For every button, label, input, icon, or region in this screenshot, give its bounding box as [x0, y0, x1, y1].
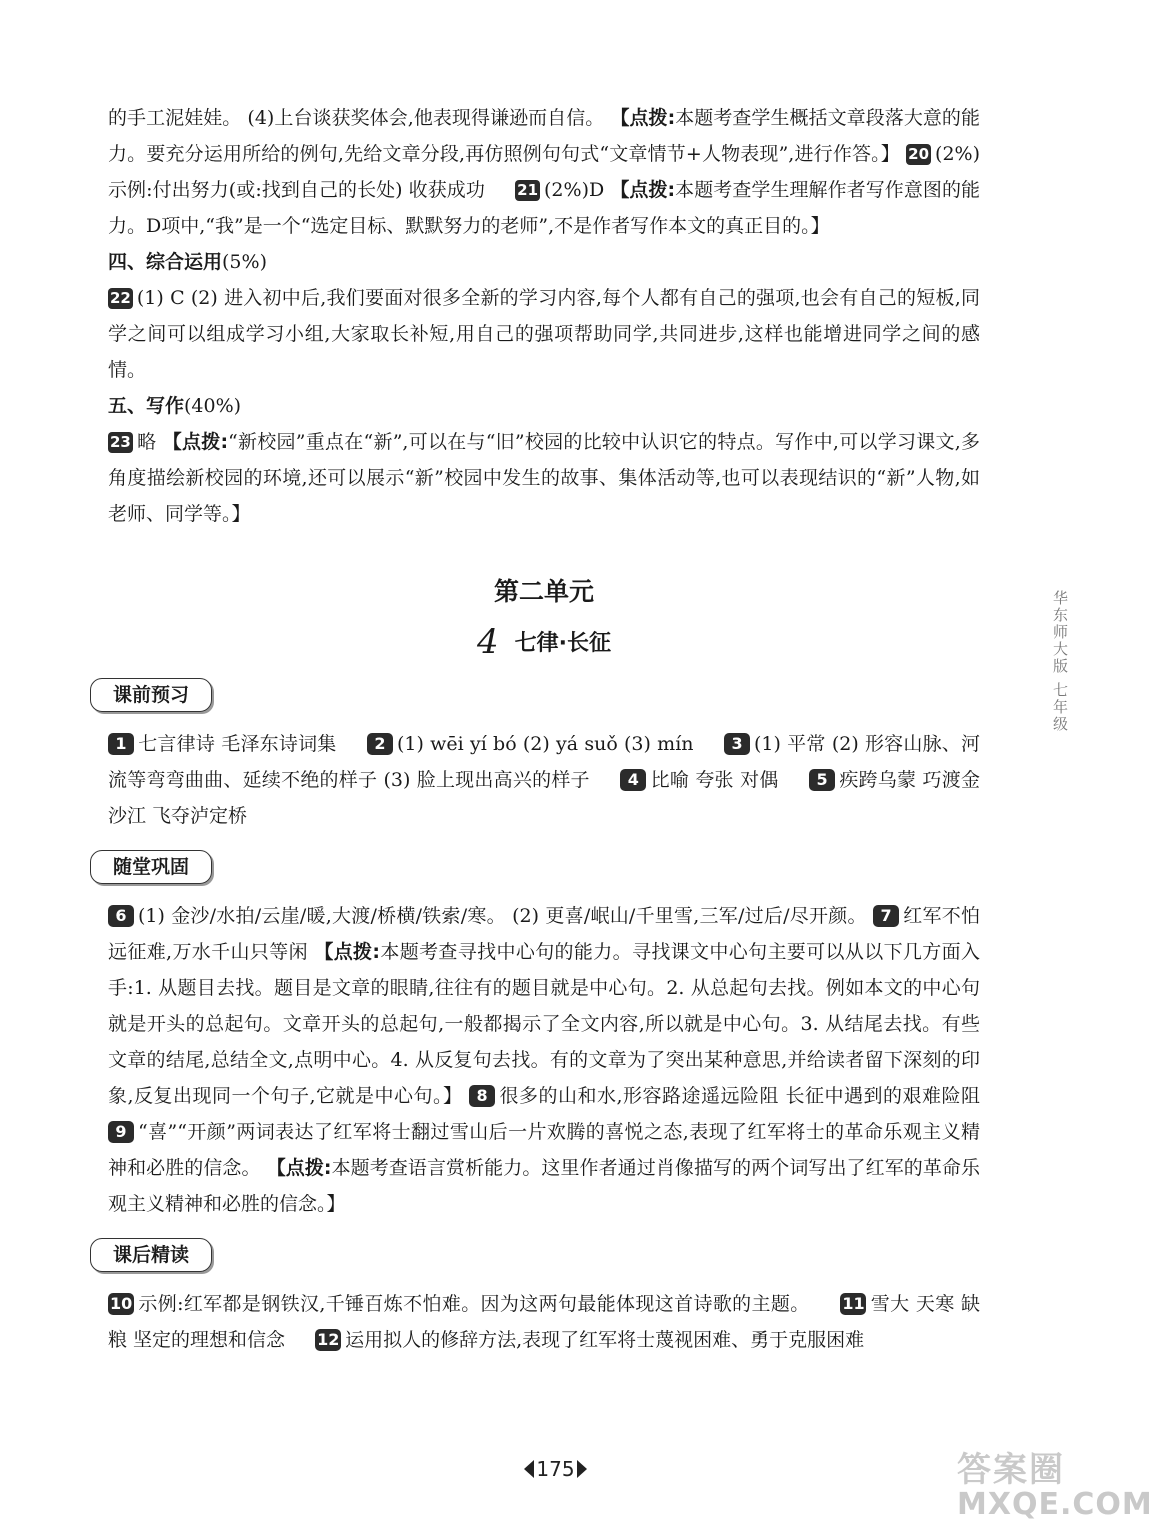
answer-text: (2%)D [544, 179, 605, 201]
hint-label: 【点拨: [266, 1157, 332, 1179]
answer-paragraph-preview: 1 七言律诗 毛泽东诗词集 2 (1) wēi yí bó (2) yá suǒ (3) mín 3 (1) 平常 (2) 形容山脉、河流等弯弯曲曲、延续不绝的样子 (3) 脸上现出高兴的样子 4 比喻 夸张 对偶 5 疾跨乌蒙 巧渡金沙江 飞夺泸定桥 [108, 733, 981, 827]
section-label-preview: 课前预习 [90, 678, 212, 712]
page-content [108, 100, 980, 1358]
hint-label: 【点拨: [162, 431, 229, 453]
answer-text: (2%)示例:付出努力(或:找到自己的长处) 收获成功 [108, 143, 980, 201]
question-number-badge: 21 [517, 181, 539, 199]
hint-label: 【点拨: [610, 107, 676, 129]
question-number-badge: 2 [367, 733, 393, 755]
page-number: 175 [0, 1457, 1111, 1481]
section-label-consolidate: 随堂巩固 [90, 850, 212, 884]
question-number-badge: 5 [809, 769, 835, 791]
hint-text: 本题考查学生理解作者写作意图的能力。D项中,“我”是一个“选定目标、默默努力的老师”,不是作者写作本文的真正目的。】 [108, 179, 981, 237]
section-heading-writing: 五、写作(40%) [108, 395, 242, 417]
hint-label: 【点拨: [314, 941, 381, 963]
question-number-badge: 12 [317, 1330, 340, 1349]
lesson-name: 七律·长征 [514, 631, 611, 656]
section-heading-comprehensive: 四、综合运用(5%) [108, 251, 267, 273]
arrow-right-icon [577, 1460, 587, 1478]
question-number-badge: 11 [842, 1294, 865, 1313]
question-number-badge: 8 [469, 1085, 495, 1107]
question-number-badge: 4 [620, 769, 646, 791]
answer-paragraph-consolidate: 6 (1) 金沙/水拍/云崖/暖,大渡/桥横/铁索/寒。 (2) 更喜/岷山/千里雪,三军/过后/尽开颜。 7 红军不怕远征难,万水千山只等闲 【点拨:本题考查寻找中心句的能力。寻找课文中心句主要可以从以下几方面入手:1. 从题目去找。题目是文章的眼睛,往往有的题目就是中心句。2. 从总起句去找。例如本文的中心句就是开头的总起句。文章开头的总起句,一般都揭示了全文内容,所以就是中心句。3. 从结尾去找。有些文章的结尾,总结全文,点明中心。4. 从反复句去找。有的文章为了突出某种意思,并给读者留下深刻的印象,反复出现同一个句子,它就是中心句。】 8 很多的山和水,形容路途遥远险阻 长征中遇到的艰难险阻 9 “喜”“开颜”两词表达了红军将士翻过雪山后一片欢腾的喜悦之态,表现了红军将士的革命乐观主义精神和必胜的信念。 【点拨:本题考查语言赏析能力。这里作者通过肖像描写的两个词写出了红军的革命乐观主义精神和必胜的信念。】 [108, 905, 980, 1215]
hint-label: 【点拨: [610, 179, 676, 201]
lesson-title [108, 622, 980, 662]
question-number-badge: 20 [908, 145, 930, 163]
side-margin-text: 华东师大版 七年级 [1051, 590, 1069, 733]
question-number-badge: 23 [110, 433, 131, 451]
answer-paragraph-top [108, 100, 980, 244]
answer-paragraph-22 [108, 280, 980, 388]
question-number-badge: 9 [108, 1121, 134, 1143]
question-number-badge: 7 [873, 905, 899, 927]
answer-text: 略 [136, 431, 157, 453]
unit-title: 第二单元 [493, 577, 594, 606]
question-number-badge: 10 [110, 1294, 133, 1313]
question-number-badge: 22 [110, 289, 131, 307]
watermark-logo: 答案圈 MXQE.COM [957, 1450, 1153, 1522]
answer-19-tail: 的手工泥娃娃。 (4)上台谈获奖体会,他表现得谦逊而自信。 [108, 107, 605, 129]
answer-paragraph-23 [108, 424, 980, 532]
question-number-badge: 6 [108, 905, 134, 927]
arrow-left-icon [524, 1460, 534, 1478]
answer-paragraph-after-class: 10 示例:红军都是钢铁汉,千锤百炼不怕难。因为这两句最能体现这首诗歌的主题。 11 雪大 天寒 缺粮 坚定的理想和信念 12 运用拟人的修辞方法,表现了红军将士蔑视困难、勇于克服困难 [108, 1293, 980, 1351]
question-number-badge: 3 [724, 733, 750, 755]
hint-text: 本题考查学生概括文章段落大意的能力。要充分运用所给的例句,先给文章分段,再仿照例句句式“文章情节+人物表现”,进行作答。】 [108, 107, 980, 165]
lesson-number: 4 [477, 622, 499, 662]
hint-text: “新校园”重点在“新”,可以在与“旧”校园的比较中认识它的特点。写作中,可以学习课文,多角度描绘新校园的环境,还可以展示“新”校园中发生的故事、集体活动等,也可以表现结识的“新”人物,如老师、同学等。】 [108, 431, 980, 525]
section-label-after-class: 课后精读 [90, 1238, 212, 1272]
question-number-badge: 1 [108, 733, 134, 755]
answer-text: (1) C (2) 进入初中后,我们要面对很多全新的学习内容,每个人都有自己的强项,也会有自己的短板,同学之间可以组成学习小组,大家取长补短,用自己的强项帮助同学,共同进步,这样也能增进同学之间的感情。 [108, 287, 980, 381]
